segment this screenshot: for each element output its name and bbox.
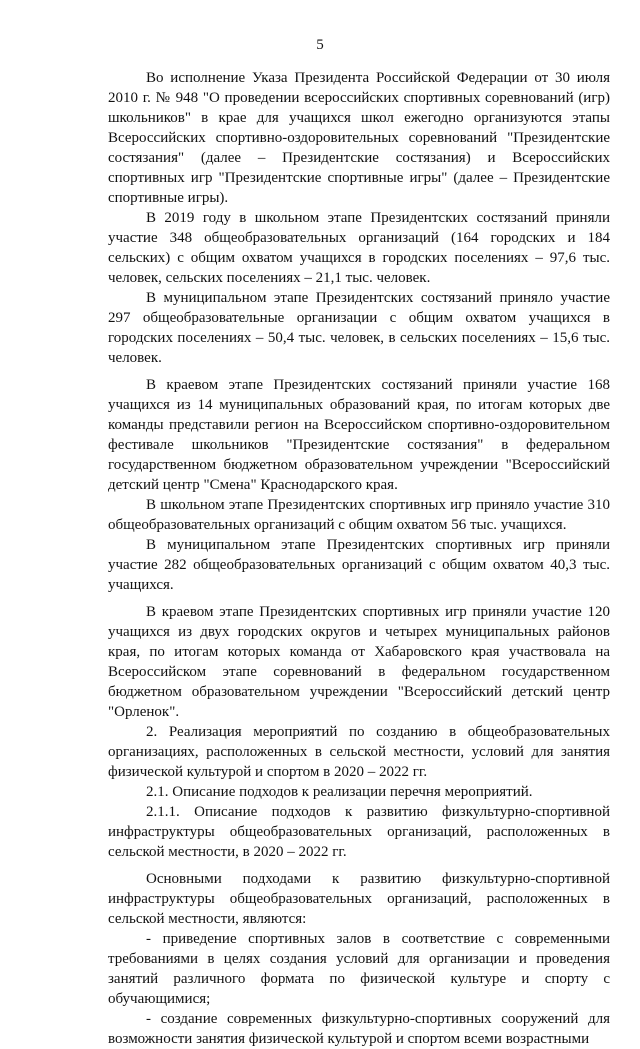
paragraph-municipal-games: В муниципальном этапе Президентских спортивных игр приняли участие 282 общеобразовательных организаций с общим охватом 40,3 тыс. учащихся. [108,537,610,593]
paragraph-regional-games: В краевом этапе Президентских спортивных игр приняли участие 120 учащихся из двух городских округов и четырех муниципальных районов края, по итогам которых команда от Хабаровского края участвовала на Всероссийском этапе соревнований в федеральном государственном бюджетном образовательном учреждении "Всероссийский детский центр "Орленок". [108,604,610,720]
section-heading-2-1: 2.1. Описание подходов к реализации перечня мероприятий. [146,784,533,800]
paragraph-school-stage-2019: В 2019 году в школьном этапе Президентских состязаний приняли участие 348 общеобразовательных организаций (164 городских и 184 сельских) с общим охватом учащихся в городских поселениях – 97,6 тыс. человек, сельских поселениях – 21,1 тыс. человек. [108,210,610,286]
paragraph-school-games: В школьном этапе Президентских спортивных игр приняло участие 310 общеобразовательных организаций с общим охватом 56 тыс. учащихся. [108,497,610,533]
list-item-gyms: - приведение спортивных залов в соответствие с современными требованиями в целях создания условий для организации и проведения занятий различного формата по физической культуре и спорту с обучающимися; [108,931,610,1007]
document-body [108,68,610,1049]
paragraph-main-approaches: Основными подходами к развитию физкультурно-спортивной инфраструктуры общеобразовательных организаций, расположенных в сельской местности, являются: [108,871,610,927]
section-heading-2-1-1: 2.1.1. Описание подходов к развитию физкультурно-спортивной инфраструктуры общеобразовательных организаций, расположенных в сельской местности, в 2020 – 2022 гг. [108,804,610,860]
section-heading-2: 2. Реализация мероприятий по созданию в общеобразовательных организациях, расположенных в сельской местности, условий для занятия физической культурой и спортом в 2020 – 2022 гг. [108,724,610,780]
page-number: 5 [316,37,324,53]
paragraph-decree: Во исполнение Указа Президента Российской Федерации от 30 июля 2010 г. № 948 "О проведении всероссийских спортивных соревнований (игр) школьников" в крае для учащихся школ ежегодно организуются этапы Всероссийских спортивно-оздоровительных соревнований "Президентские состязания" (далее – Президентские состязания) и Всероссийских спортивных игр "Президентские спортивные игры" (далее – Президентские спортивные игры). [108,70,610,206]
paragraph-municipal-stage: В муниципальном этапе Президентских состязаний приняло участие 297 общеобразовательные организации с общим охватом учащихся в городских поселениях – 50,4 тыс. человек, в сельских поселениях – 15,6 тыс. человек. [108,290,610,366]
list-item-facilities: - создание современных физкультурно-спортивных сооружений для возможности занятия физической культурой и спортом всеми возрастными [108,1011,610,1047]
paragraph-regional-stage: В краевом этапе Президентских состязаний приняли участие 168 учащихся из 14 муниципальных образований края, по итогам которых две команды представили регион на Всероссийском спортивно-оздоровительном фестивале школьников "Президентские состязания" в федеральном государственном бюджетном образовательном учреждении "Всероссийский детский центр "Смена" Краснодарского края. [108,377,610,493]
